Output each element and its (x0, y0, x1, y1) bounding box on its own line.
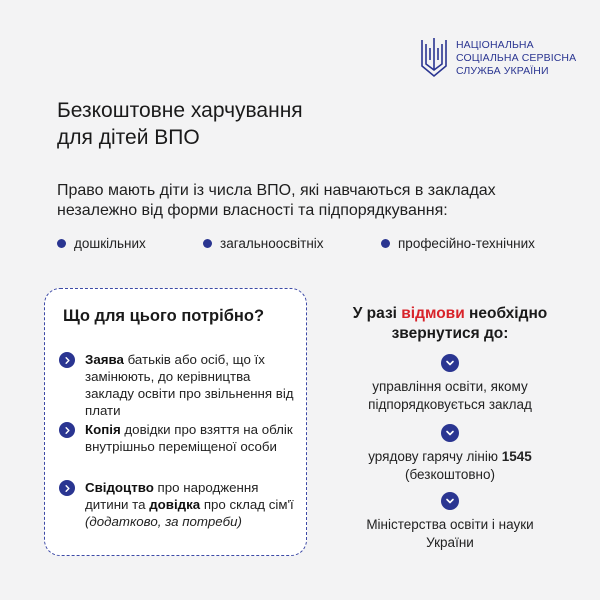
requirement-bold-2: довідка (149, 497, 201, 512)
logo-line-1: НАЦІОНАЛЬНА (456, 38, 534, 51)
requirement-text (85, 479, 297, 530)
trident-emblem-icon (420, 36, 448, 80)
hotline-text: урядову гарячу лінію (368, 449, 502, 464)
logo-line-2: СОЦІАЛЬНА СЕРВІСНА (456, 51, 577, 64)
chevron-down-icon (441, 492, 459, 510)
institution-types (57, 236, 557, 256)
refusal-heading (330, 304, 570, 344)
requirement-rest: про народження дитини та (85, 480, 259, 512)
requirements-heading: Що для цього потрібно? (63, 307, 265, 325)
requirement-item (59, 351, 297, 419)
requirement-text (85, 351, 297, 419)
intro-text: Право мають діти із числа ВПО, які навчаються в закладах незалежно від форми власності та підпорядкування: (57, 182, 496, 219)
refusal-option-1: управління освіти, якому підпорядковується заклад (368, 379, 532, 412)
chevron-down-icon (441, 424, 459, 442)
requirement-rest-2: про склад сім'ї (200, 497, 294, 512)
chevron-right-icon (59, 422, 75, 438)
institution-type-item (57, 236, 146, 251)
requirement-text (85, 421, 297, 455)
institution-type-item (203, 236, 324, 251)
institution-type-item (381, 236, 535, 251)
requirement-item (59, 479, 297, 530)
bullet-dot-icon (381, 239, 390, 248)
requirement-rest: довідки про взяття на облік внутрішньо переміщеної особи (85, 422, 293, 454)
nssu-logo (420, 36, 576, 80)
bullet-dot-icon (57, 239, 66, 248)
chevron-right-icon (59, 480, 75, 496)
chevron-right-icon (59, 352, 75, 368)
refusal-option-3: Міністерства освіти і науки України (366, 517, 534, 550)
institution-type-label: професійно-технічних (398, 236, 535, 251)
hotline-number: 1545 (501, 449, 532, 464)
logo-line-3: СЛУЖБА УКРАЇНИ (456, 64, 549, 77)
refusal-section (330, 304, 570, 552)
refusal-head-red: відмови (401, 305, 465, 322)
logo-text (456, 39, 576, 78)
requirement-note: (додатково, за потреби) (85, 514, 242, 529)
page-title (57, 97, 303, 151)
refusal-head-after: необхідно звернутися до: (391, 305, 548, 342)
bullet-dot-icon (203, 239, 212, 248)
requirement-bold: Свідоцтво (85, 480, 154, 495)
refusal-option-2 (330, 448, 570, 484)
title-line-2: для дітей ВПО (57, 126, 200, 149)
requirement-item (59, 421, 297, 455)
requirement-rest: батьків або осіб, що їх замінюють, до керівництва закладу освіти про звільнення від плати (85, 352, 294, 418)
hotline-note: (безкоштовно) (404, 467, 496, 482)
requirements-card (44, 288, 307, 556)
institution-type-label: загальноосвітніх (220, 236, 324, 251)
institution-type-label: дошкільних (74, 236, 146, 251)
requirement-bold: Копія (85, 422, 121, 437)
title-line-1: Безкоштовне харчування (57, 99, 303, 122)
chevron-down-icon (441, 354, 459, 372)
refusal-head-before: У разі (352, 305, 402, 322)
requirement-bold: Заява (85, 352, 124, 367)
